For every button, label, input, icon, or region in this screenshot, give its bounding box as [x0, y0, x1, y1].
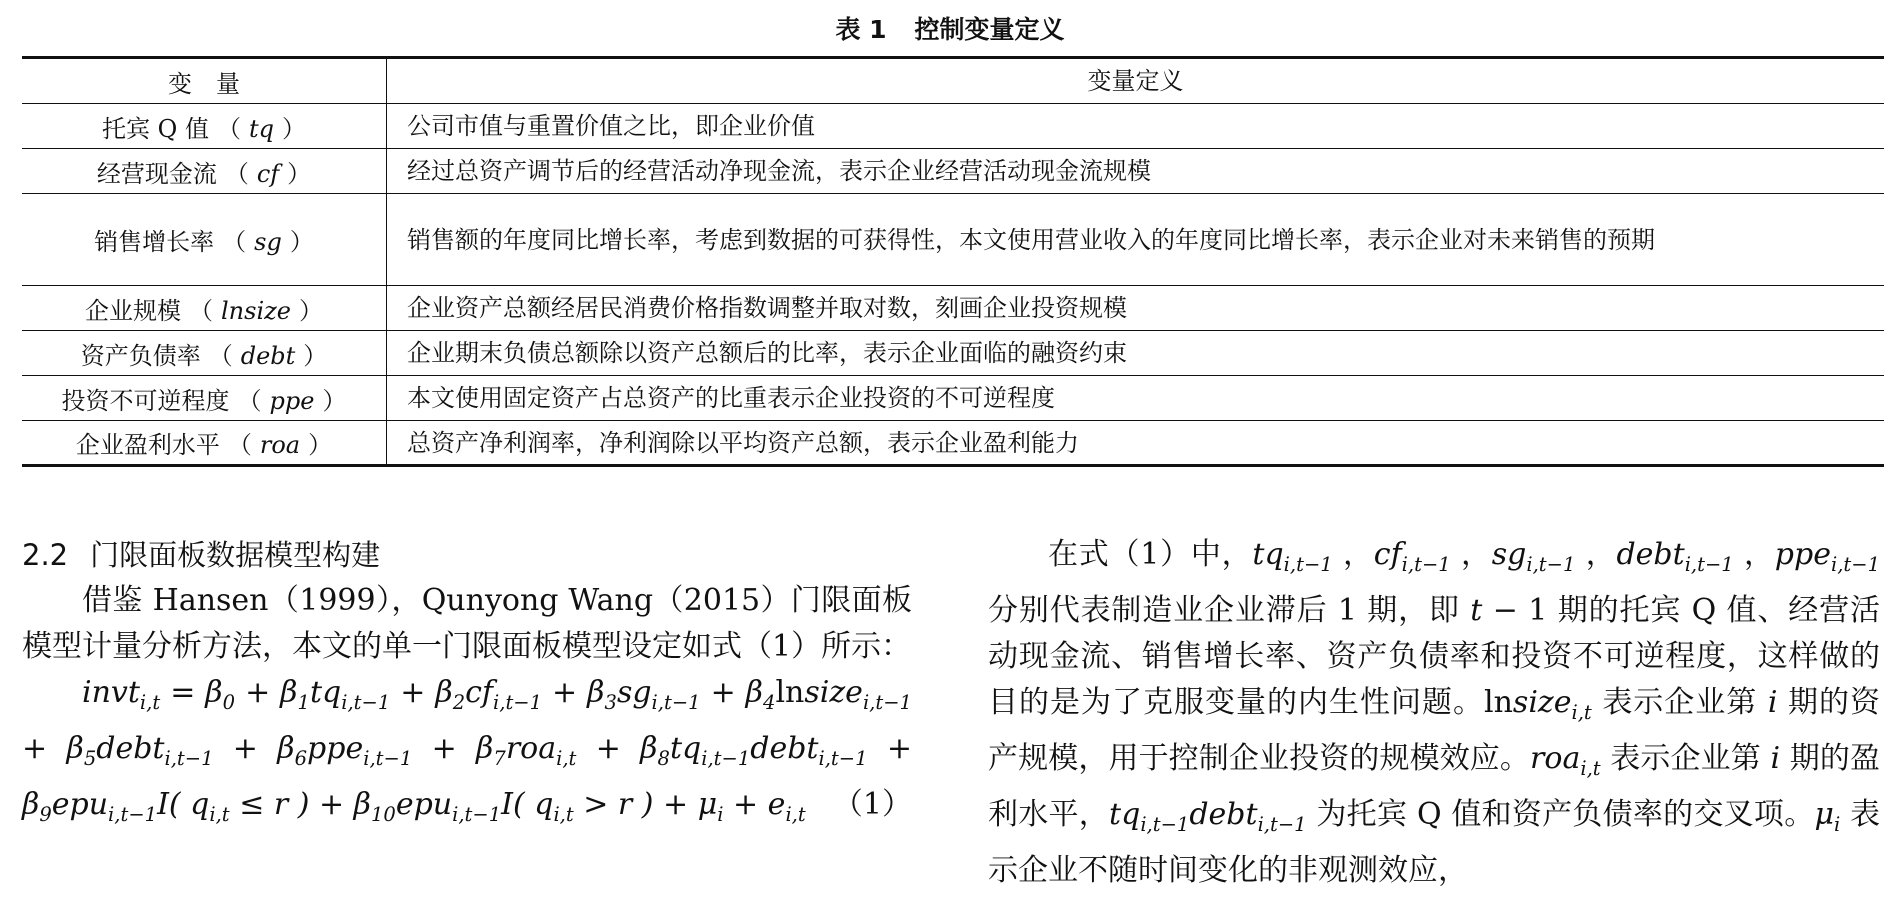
- threshold-equation: invt$_{i,t}$ = $\beta_0 + \beta_1tq_{i,t-1} + \beta_2cf_{i,t-1} + \beta_3sg_{i,t-1}$ + $\beta_4lnsize_{i,t-1}$ + $\beta_5debt_{i,t-1} + \beta_6ppe_{i,t-1} + \beta_7roa_{i,t}$ + $\beta_8tq_{i,t-1}debt_{i,t-1} + \beta_9epu_{i,t-1}I$( $q_{i,t} \le r$ ) + $\beta_{10}epu_{i,t-1}I$( $q_{i,t} > r$ ) + $\mu_i + e_{i,t}$ （1）: [22, 675, 912, 826]
- table-row: [22, 376, 1884, 421]
- variable-name: 企业规模: [85, 296, 181, 325]
- header-definition: 变量定义: [387, 58, 1885, 104]
- variable-symbol: tq: [248, 114, 274, 143]
- variable-cell: 企业规模 （ lnsize ）: [22, 286, 387, 331]
- definition-cell: 企业期末负债总额除以资产总额后的比率，表示企业面临的融资约束: [387, 331, 1885, 376]
- definition-cell: 销售额的年度同比增长率，考虑到数据的可获得性，本文使用营业收入的年度同比增长率，表示企业对未来销售的预期: [387, 194, 1885, 286]
- equation-number: （1）: [832, 787, 912, 822]
- variable-symbol: roa: [259, 431, 301, 459]
- variable-name: 投资不可逆程度: [61, 386, 230, 415]
- table-row: [22, 194, 1884, 286]
- variable-cell: 销售增长率 （ sg ）: [22, 194, 387, 286]
- definition-cell: 本文使用固定资产占总资产的比重表示企业投资的不可逆程度: [387, 376, 1885, 421]
- variable-symbol: debt: [240, 341, 296, 370]
- table-row: [22, 104, 1884, 149]
- header-variable: 变 量: [22, 58, 387, 104]
- table-row: [22, 149, 1884, 194]
- variable-cell: 投资不可逆程度 （ ppe ）: [22, 376, 387, 421]
- table-row: [22, 286, 1884, 331]
- variable-symbol: lnsize: [221, 296, 291, 325]
- method-paragraph: 借鉴 Hansen（1999），Qunyong Wang（2015）门限面板模型计量分析方法，本文的单一门限面板模型设定如式（1）所示：: [22, 583, 912, 664]
- variable-name: 企业盈利水平: [75, 431, 220, 459]
- table-title: 控制变量定义: [914, 15, 1065, 44]
- table-caption: [0, 10, 1900, 46]
- definition-cell: 公司市值与重置价值之比，即企业价值: [387, 104, 1885, 149]
- definition-cell: 总资产净利润率，净利润除以平均资产总额，表示企业盈利能力: [387, 421, 1885, 466]
- definition-cell: 企业资产总额经居民消费价格指数调整并取对数，刻画企业投资规模: [387, 286, 1885, 331]
- variable-symbol: ppe: [269, 386, 315, 415]
- left-column: [22, 532, 912, 838]
- table-row: [22, 331, 1884, 376]
- right-column: [988, 532, 1880, 894]
- variable-name: 经营现金流: [96, 159, 217, 188]
- variable-explanation-paragraph: 在式（1）中，$tq_{i,t-1}$ ，$cf_{i,t-1}$ ，$sg_{i,t-1}$ ，debt$_{i,t-1}$ ，ppe$_{i,t-1}$ 分别代表制造业企业滞后 1 期，即 t − 1 期的托宾 Q 值、经营活动现金流、销售增长率、资产负债率和投资不可逆程度，这样做的目的是为了克服变量的内生性问题。lnsize$_{i,t}$ 表示企业第 i 期的资产规模，用于控制企业投资的规模效应。roa$_{i,t}$ 表示企业第 i 期的盈利水平，$tq_{i,t-1}debt_{i,t-1}$ 为托宾 Q 值和资产负债率的交叉项。$\mu_i$ 表示企业不随时间变化的非观测效应，: [988, 537, 1881, 888]
- variable-cell: 企业盈利水平 （ roa ）: [22, 421, 387, 466]
- variable-cell: 托宾 Q 值 （ tq ）: [22, 104, 387, 149]
- variable-symbol: cf: [256, 159, 280, 188]
- definition-cell: 经过总资产调节后的经营活动净现金流，表示企业经营活动现金流规模: [387, 149, 1885, 194]
- control-variable-table: [22, 56, 1884, 467]
- section-number: 2.2: [22, 538, 69, 572]
- table-number: 表 1: [835, 15, 887, 44]
- variable-symbol: sg: [254, 228, 282, 256]
- section-title: 门限面板数据模型构建: [90, 538, 381, 572]
- variable-cell: 经营现金流 （ cf ）: [22, 149, 387, 194]
- variable-name: 销售增长率: [94, 228, 215, 256]
- variable-cell: 资产负债率 （ debt ）: [22, 331, 387, 376]
- table-row: [22, 421, 1884, 466]
- section-heading: [22, 532, 912, 578]
- table-header-row: [22, 58, 1884, 104]
- variable-name: 资产负债率: [80, 341, 201, 370]
- variable-name: 托宾 Q 值: [102, 114, 209, 143]
